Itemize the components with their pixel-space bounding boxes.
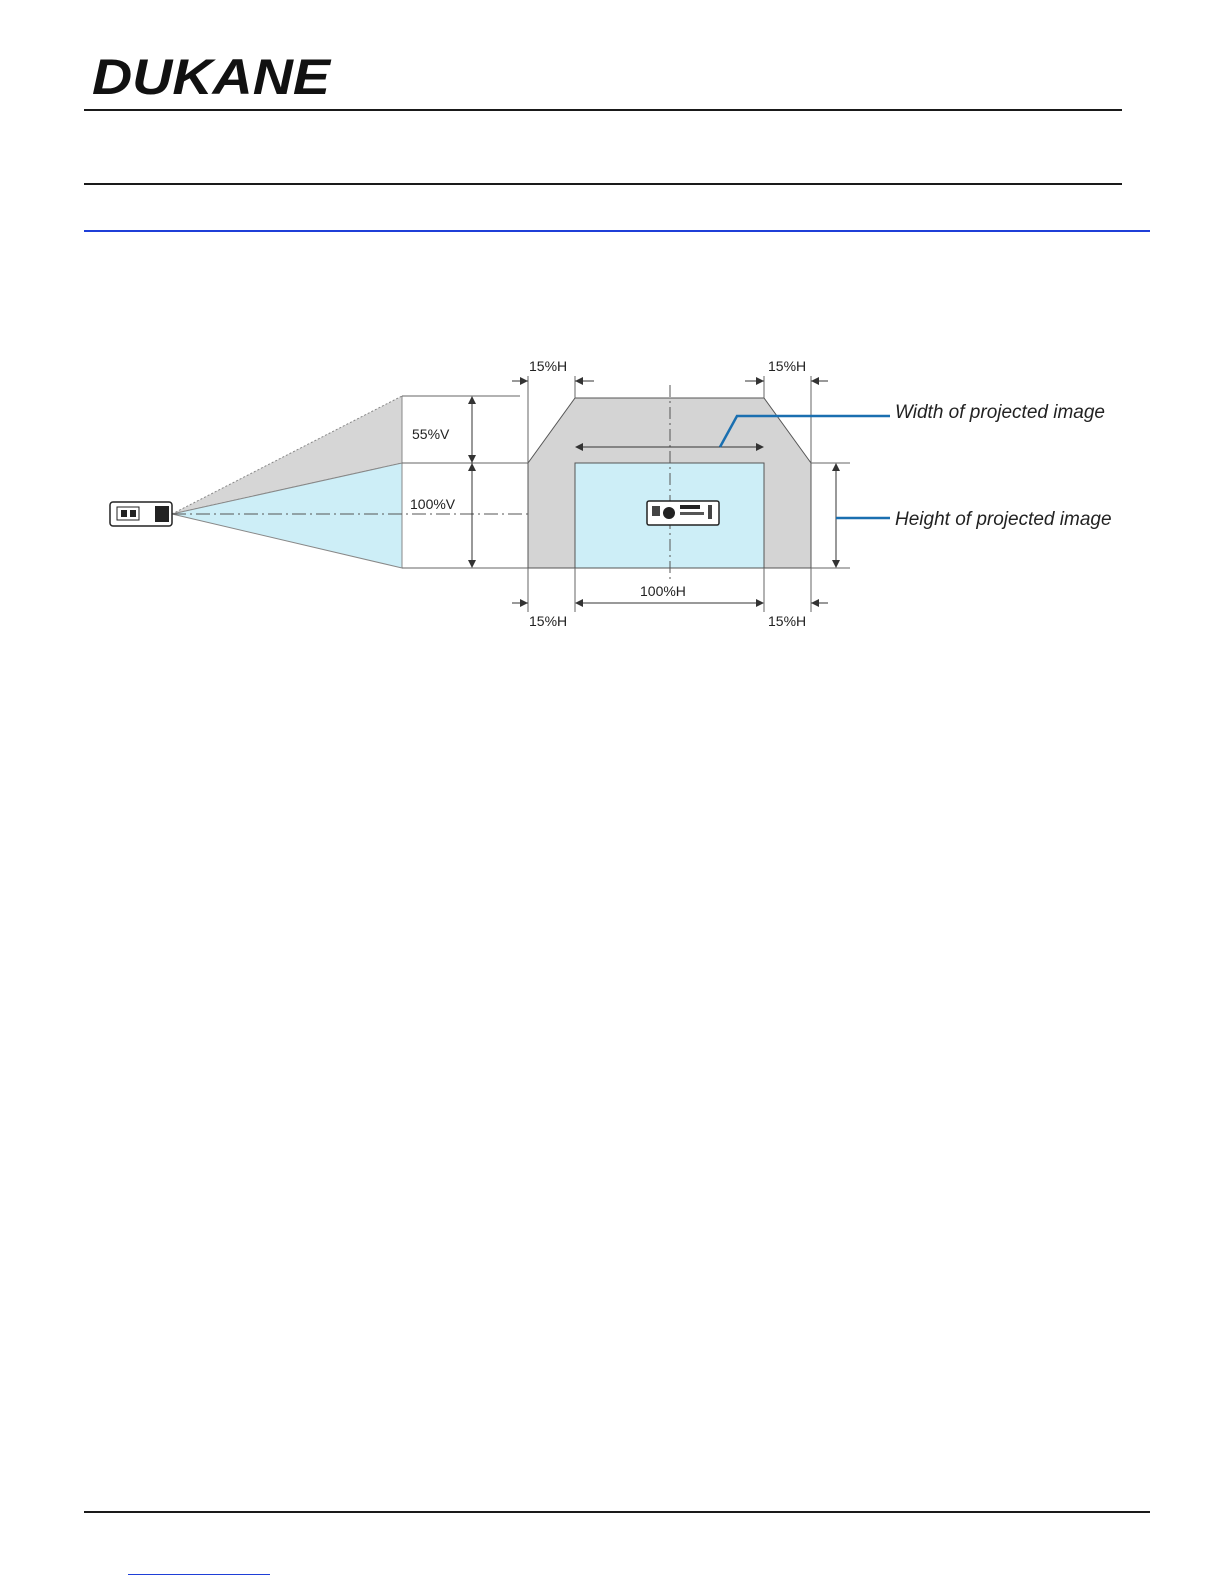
label-55v: 55%V [412, 426, 450, 442]
label-15h-top-left: 15%H [529, 358, 568, 374]
callout-width: Width of projected image [895, 402, 1105, 423]
label-15h-bottom-right: 15%H [768, 613, 807, 629]
projector-side-icon [110, 502, 172, 526]
section-rule [84, 230, 1150, 232]
label-15h-top-right: 15%H [768, 358, 807, 374]
footer-link-underline[interactable] [128, 1574, 270, 1575]
header-rule [84, 109, 1122, 111]
label-100v: 100%V [410, 496, 456, 512]
dukane-logo [90, 50, 335, 102]
logo-text: DUKANE [92, 50, 332, 102]
callout-height: Height of projected image [895, 509, 1112, 530]
projector-front-icon [647, 501, 719, 525]
label-15h-bottom-left: 15%H [529, 613, 568, 629]
label-100h: 100%H [640, 583, 686, 599]
lens-shift-diagram [100, 350, 1150, 650]
header-rule-lower [84, 183, 1122, 185]
footer-rule [84, 1511, 1150, 1513]
